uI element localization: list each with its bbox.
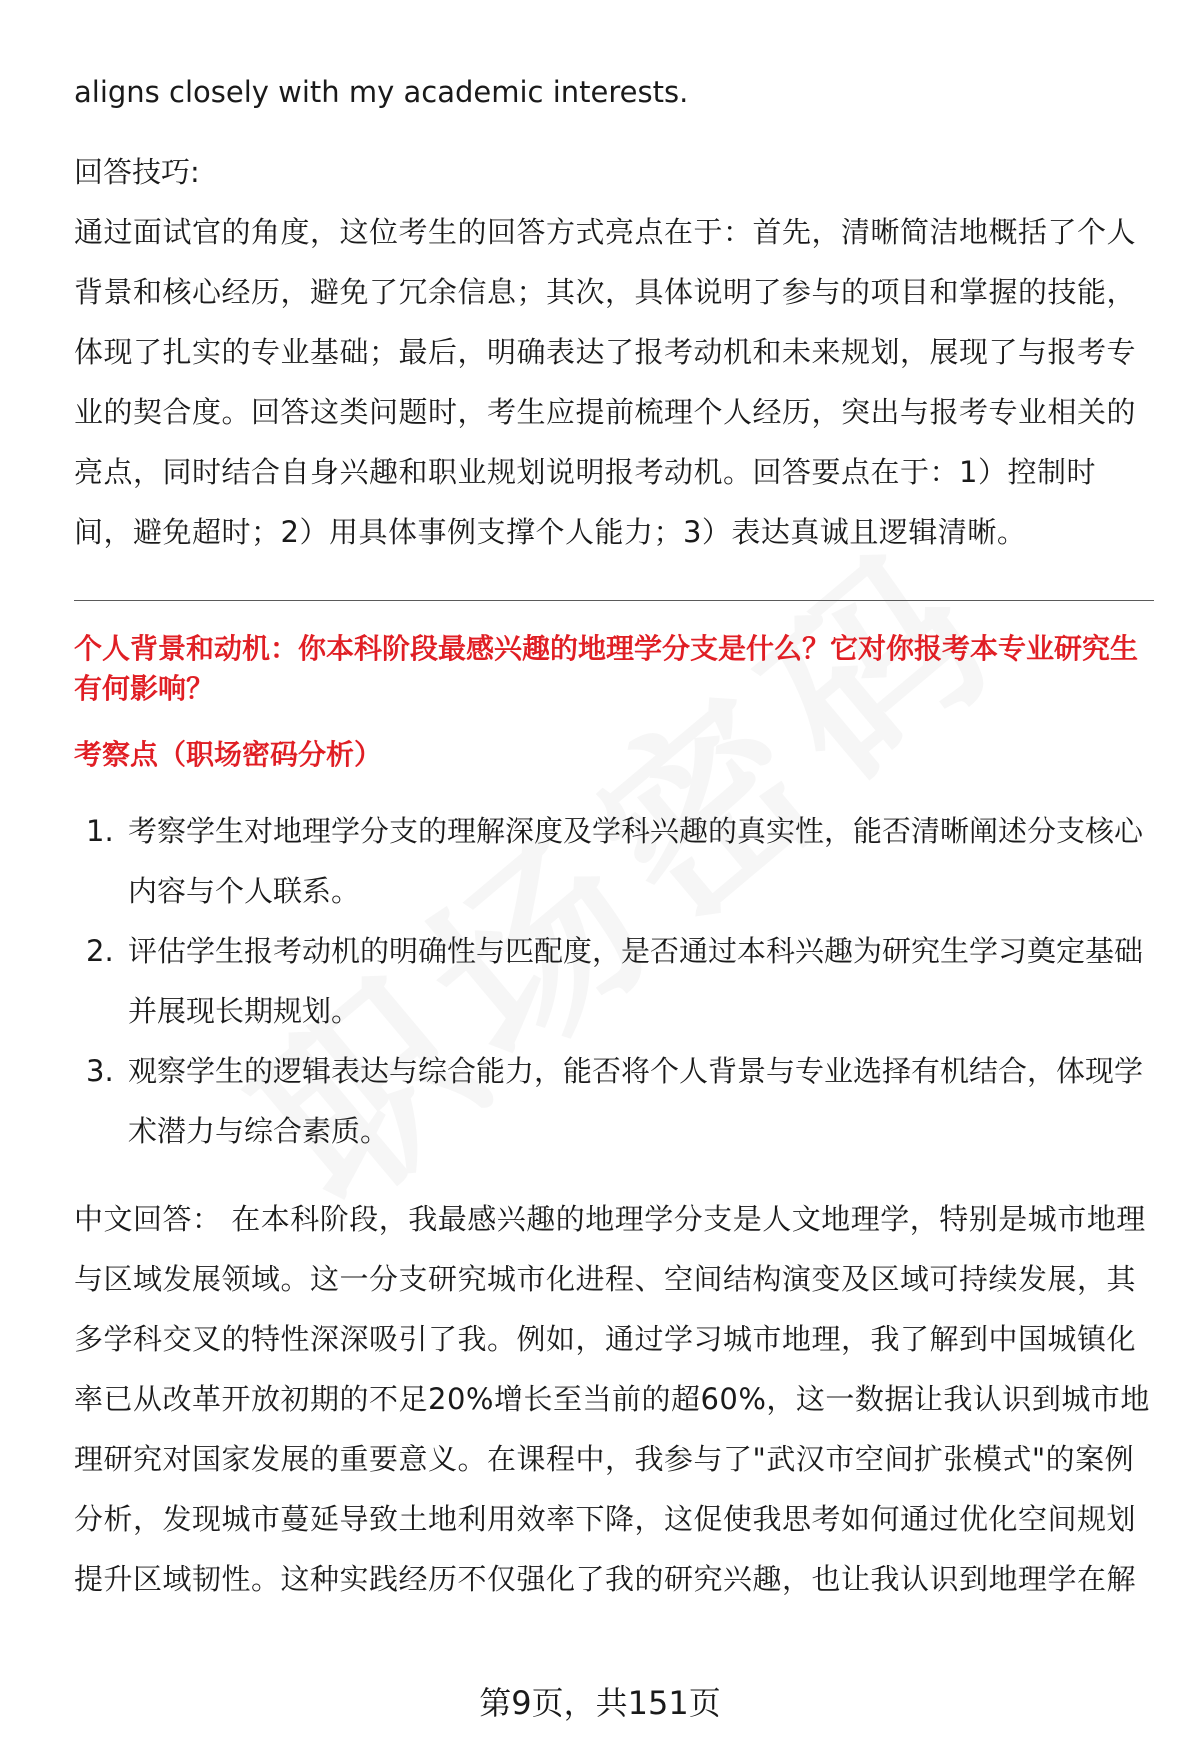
exam-points-list bbox=[74, 801, 1154, 1161]
tips-paragraph: 通过面试官的角度，这位考生的回答方式亮点在于：首先，清晰简洁地概括了个人背景和核心经历，避免了冗余信息；其次，具体说明了参与的项目和掌握的技能，体现了扎实的专业基础；最后，明确表达了报考动机和未来规划，展现了与报考专业的契合度。回答这类问题时，考生应提前梳理个人经历，突出与报考专业相关的亮点，同时结合自身兴趣和职业规划说明报考动机。回答要点在于：1）控制时间，避免超时；2）用具体事例支撑个人能力；3）表达真诚且逻辑清晰。 bbox=[74, 215, 1137, 549]
list-item bbox=[74, 1041, 1154, 1161]
page-footer: 第9页，共151页 bbox=[479, 1684, 721, 1722]
document-page bbox=[74, 62, 1154, 1609]
question-heading: 个人背景和动机：你本科阶段最感兴趣的地理学分支是什么？它对你报考本专业研究生有何影响？ bbox=[74, 632, 1139, 705]
list-number: 2. bbox=[86, 934, 114, 968]
list-item-text: 评估学生报考动机的明确性与匹配度，是否通过本科兴趣为研究生学习奠定基础并展现长期规划。 bbox=[128, 934, 1144, 1028]
tips-label: 回答技巧: bbox=[74, 155, 200, 189]
list-item-text: 观察学生的逻辑表达与综合能力，能否将个人背景与专业选择有机结合，体现学术潜力与综合素质。 bbox=[128, 1054, 1144, 1148]
list-number: 3. bbox=[86, 1054, 114, 1088]
intro-line: aligns closely with my academic interests. bbox=[74, 75, 689, 109]
list-number: 1. bbox=[86, 814, 114, 848]
list-item bbox=[74, 801, 1154, 921]
section-divider bbox=[74, 600, 1154, 601]
list-item bbox=[74, 921, 1154, 1041]
list-item-text: 考察学生对地理学分支的理解深度及学科兴趣的真实性，能否清晰阐述分支核心内容与个人联系。 bbox=[128, 814, 1144, 908]
exam-points-title: 考察点（职场密码分析） bbox=[74, 738, 383, 771]
answer-paragraph: 中文回答： 在本科阶段，我最感兴趣的地理学分支是人文地理学，特别是城市地理与区域发展领域。这一分支研究城市化进程、空间结构演变及区域可持续发展，其多学科交叉的特性深深吸引了我。例如，通过学习城市地理，我了解到中国城镇化率已从改革开放初期的不足20%增长至当前的超60%，这一数据让我认识到城市地理研究对国家发展的重要意义。在课程中，我参与了"武汉市空间扩张模式"的案例分析，发现城市蔓延导致土地利用效率下降，这促使我思考如何通过优化空间规划提升区域韧性。这种实践经历不仅强化了我的研究兴趣，也让我认识到地理学在解 bbox=[74, 1202, 1150, 1596]
